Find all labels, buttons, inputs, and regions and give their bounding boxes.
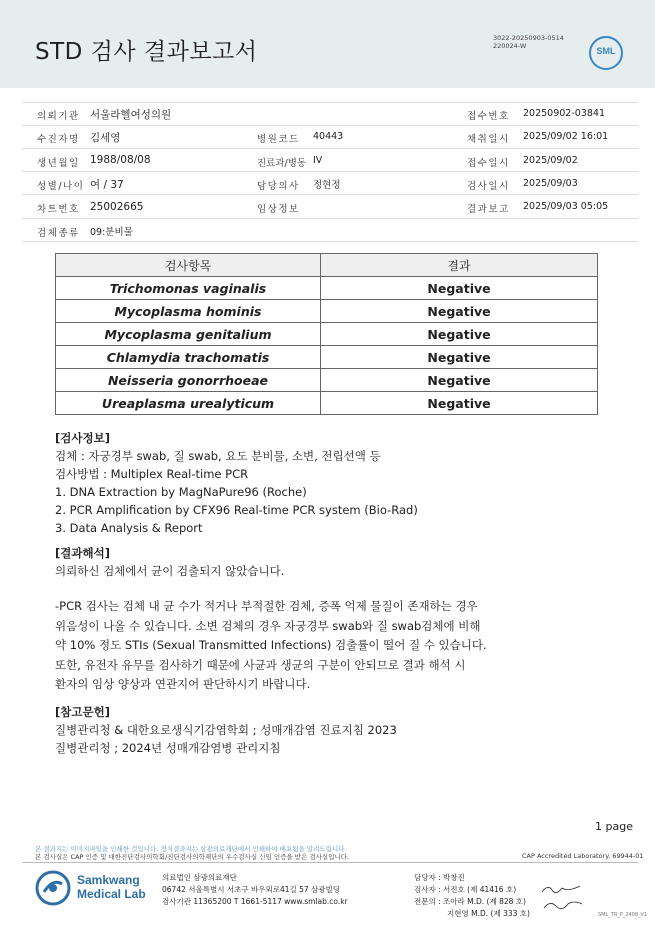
interpretation-line: 위음성이 나올 수 있습니다. 소변 검체의 경우 자궁경부 swab와 질 swab검체에 비해 [55, 618, 481, 633]
reference-item: 질병관리청 & 대한요로생식기감염학회 ; 성매개감염 진료지침 2023 [55, 723, 397, 737]
form-code: SML_TR_P_2408_V1 [598, 912, 648, 918]
test-item: Mycoplasma genitalium [56, 323, 321, 346]
doctor-value: 정현정 [313, 180, 341, 191]
table-row [56, 323, 598, 346]
divider [22, 218, 638, 219]
interpretation-heading: [결과해석] [55, 546, 110, 560]
test-result: Negative [321, 369, 598, 392]
test-item: Neisseria gonorrhoeae [56, 369, 321, 392]
test-info-step: 2. PCR Amplification by CFX96 Real-time PCR system (Bio-Rad) [55, 503, 418, 517]
collected-label: 채취일시 [467, 134, 510, 145]
hospital-code-label: 병원코드 [257, 134, 300, 145]
footer-staff-line: 검사자 : 서진호 (제 41416 호) [414, 885, 517, 894]
references-heading: [참고문헌] [55, 705, 110, 719]
table-row [56, 369, 598, 392]
tested-label: 검사일시 [467, 181, 510, 192]
interpretation-section [55, 544, 284, 580]
hospital-code-value: 40443 [313, 131, 344, 142]
table-row [56, 392, 598, 415]
footer-org: 의료법인 삼광의료재단 [162, 873, 237, 882]
test-info-step: 3. Data Analysis & Report [55, 521, 203, 535]
footer-address: 06742 서울특별시 서초구 바우뫼로41길 57 삼광빌딩 [162, 885, 341, 894]
footer-divider [22, 862, 638, 863]
interpretation-line: 환자의 임상 양상과 연관지어 판단하시기 바랍니다. [55, 677, 311, 691]
divider [22, 241, 638, 242]
institution-value: 서울라헬여성의원 [90, 109, 172, 121]
test-info-section [55, 429, 418, 537]
divider [22, 194, 638, 195]
column-header-result: 결과 [321, 254, 598, 277]
chart-value: 25002665 [90, 201, 144, 213]
test-result: Negative [321, 300, 598, 323]
reference-item: 질병관리청 ; 2024년 성매개감염병 관리지침 [55, 741, 281, 755]
doctor-label: 담당의사 [257, 181, 300, 192]
patient-value: 김세영 [90, 132, 121, 144]
footer-brand-line1: Samkwang [77, 873, 140, 887]
test-result: Negative [321, 346, 598, 369]
test-result: Negative [321, 392, 598, 415]
received-value: 2025/09/02 [523, 155, 578, 166]
footer-brand [77, 873, 146, 901]
references-section [55, 703, 397, 757]
divider [22, 171, 638, 172]
test-item: Ureaplasma urealyticum [56, 392, 321, 415]
table-row [56, 277, 598, 300]
test-info-heading: [검사정보] [55, 431, 110, 445]
document-id-line1: 3022-20250903-0514 [493, 34, 564, 42]
sex-age-label: 성별/나이 [37, 181, 85, 192]
test-info-step: 1. DNA Extraction by MagNaPure96 (Roche) [55, 485, 307, 499]
divider [22, 125, 638, 126]
interpretation-notes [55, 597, 487, 695]
specimen-value: 09:분비물 [90, 227, 133, 238]
interpretation-summary: 의뢰하신 검체에서 균이 검출되지 않았습니다. [55, 564, 285, 578]
certification-notice: 본 검사실은 CAP 인증 및 대한진단검사의학회/진단검사의학재단의 우수검사실 신임 인증을 받은 검사실입니다. [35, 853, 350, 861]
footer-staff-line: 지현영 M.D. (제 333 호) [447, 909, 530, 918]
receipt-no-value: 20250902-03841 [523, 108, 606, 119]
dob-value: 1988/08/08 [90, 154, 151, 166]
results-table [55, 253, 598, 415]
footer-org-info [162, 872, 348, 908]
document-id-line2: 220024-W [493, 42, 527, 50]
dept-value: IV [313, 155, 323, 166]
clinical-label: 임상정보 [257, 204, 300, 215]
table-header-row [56, 254, 598, 277]
footer-brand-line2: Medical Lab [77, 887, 146, 901]
print-notice: 본 결과지는 이미지파일을 인쇄한 것입니다. 정식결과지는 삼광의료재단에서 인쇄하여 배포됨을 알려드립니다. [35, 845, 347, 853]
page-number: 1 page [595, 820, 633, 833]
table-row [56, 346, 598, 369]
test-result: Negative [321, 323, 598, 346]
footer-staff [414, 872, 530, 920]
sex-age-value: 여 / 37 [90, 179, 124, 191]
table-row [56, 300, 598, 323]
interpretation-line: -PCR 검사는 검체 내 균 수가 적거나 부적절한 검체, 증폭 억제 물질이 존재하는 경우 [55, 599, 478, 613]
received-label: 접수일시 [467, 158, 510, 169]
test-item: Trichomonas vaginalis [56, 277, 321, 300]
collected-value: 2025/09/02 16:01 [523, 131, 609, 142]
test-info-method: 검사방법 : Multiplex Real-time PCR [55, 467, 249, 481]
reported-label: 결과보고 [467, 204, 510, 215]
footer-staff-line: 전문의 : 조아라 M.D. (제 828 호) [414, 897, 526, 906]
receipt-no-label: 접수번호 [467, 111, 510, 122]
column-header-item: 검사항목 [56, 254, 321, 277]
test-info-specimen: 검체 : 자궁경부 swab, 질 swab, 요도 분비물, 소변, 전립선액 등 [55, 449, 381, 463]
sml-logo-text: SML [596, 46, 616, 56]
test-result: Negative [321, 277, 598, 300]
tested-value: 2025/09/03 [523, 178, 578, 189]
chart-label: 차트번호 [37, 204, 80, 215]
document-id [493, 34, 564, 50]
footer-staff-line: 담당자 : 박창진 [414, 873, 465, 882]
test-item: Chlamydia trachomatis [56, 346, 321, 369]
specimen-label: 검체종류 [37, 228, 80, 239]
dob-label: 생년월일 [37, 158, 80, 169]
patient-label: 수진자명 [37, 134, 80, 145]
report-title: STD 검사 결과보고서 [35, 39, 258, 65]
cap-accreditation: CAP Accredited Laboratory. 69944-01 [522, 852, 644, 860]
signature-image [540, 882, 585, 914]
reported-value: 2025/09/03 05:05 [523, 201, 609, 212]
divider [22, 148, 638, 149]
interpretation-line: 약 10% 정도 STIs (Sexual Transmitted Infections) 검출률이 떨어 질 수 있습니다. [55, 638, 487, 652]
samkwang-logo-icon [35, 870, 71, 906]
footer-contact: 검사기관 11365200 T 1661-5117 www.smlab.co.kr [162, 897, 348, 906]
divider [22, 102, 638, 103]
institution-label: 의뢰기관 [37, 111, 80, 122]
dept-label: 진료과/병동 [257, 158, 307, 169]
test-item: Mycoplasma hominis [56, 300, 321, 323]
interpretation-line: 또한, 유전자 유무를 검사하기 때문에 사균과 생균의 구분이 안되므로 결과 해석 시 [55, 657, 466, 672]
